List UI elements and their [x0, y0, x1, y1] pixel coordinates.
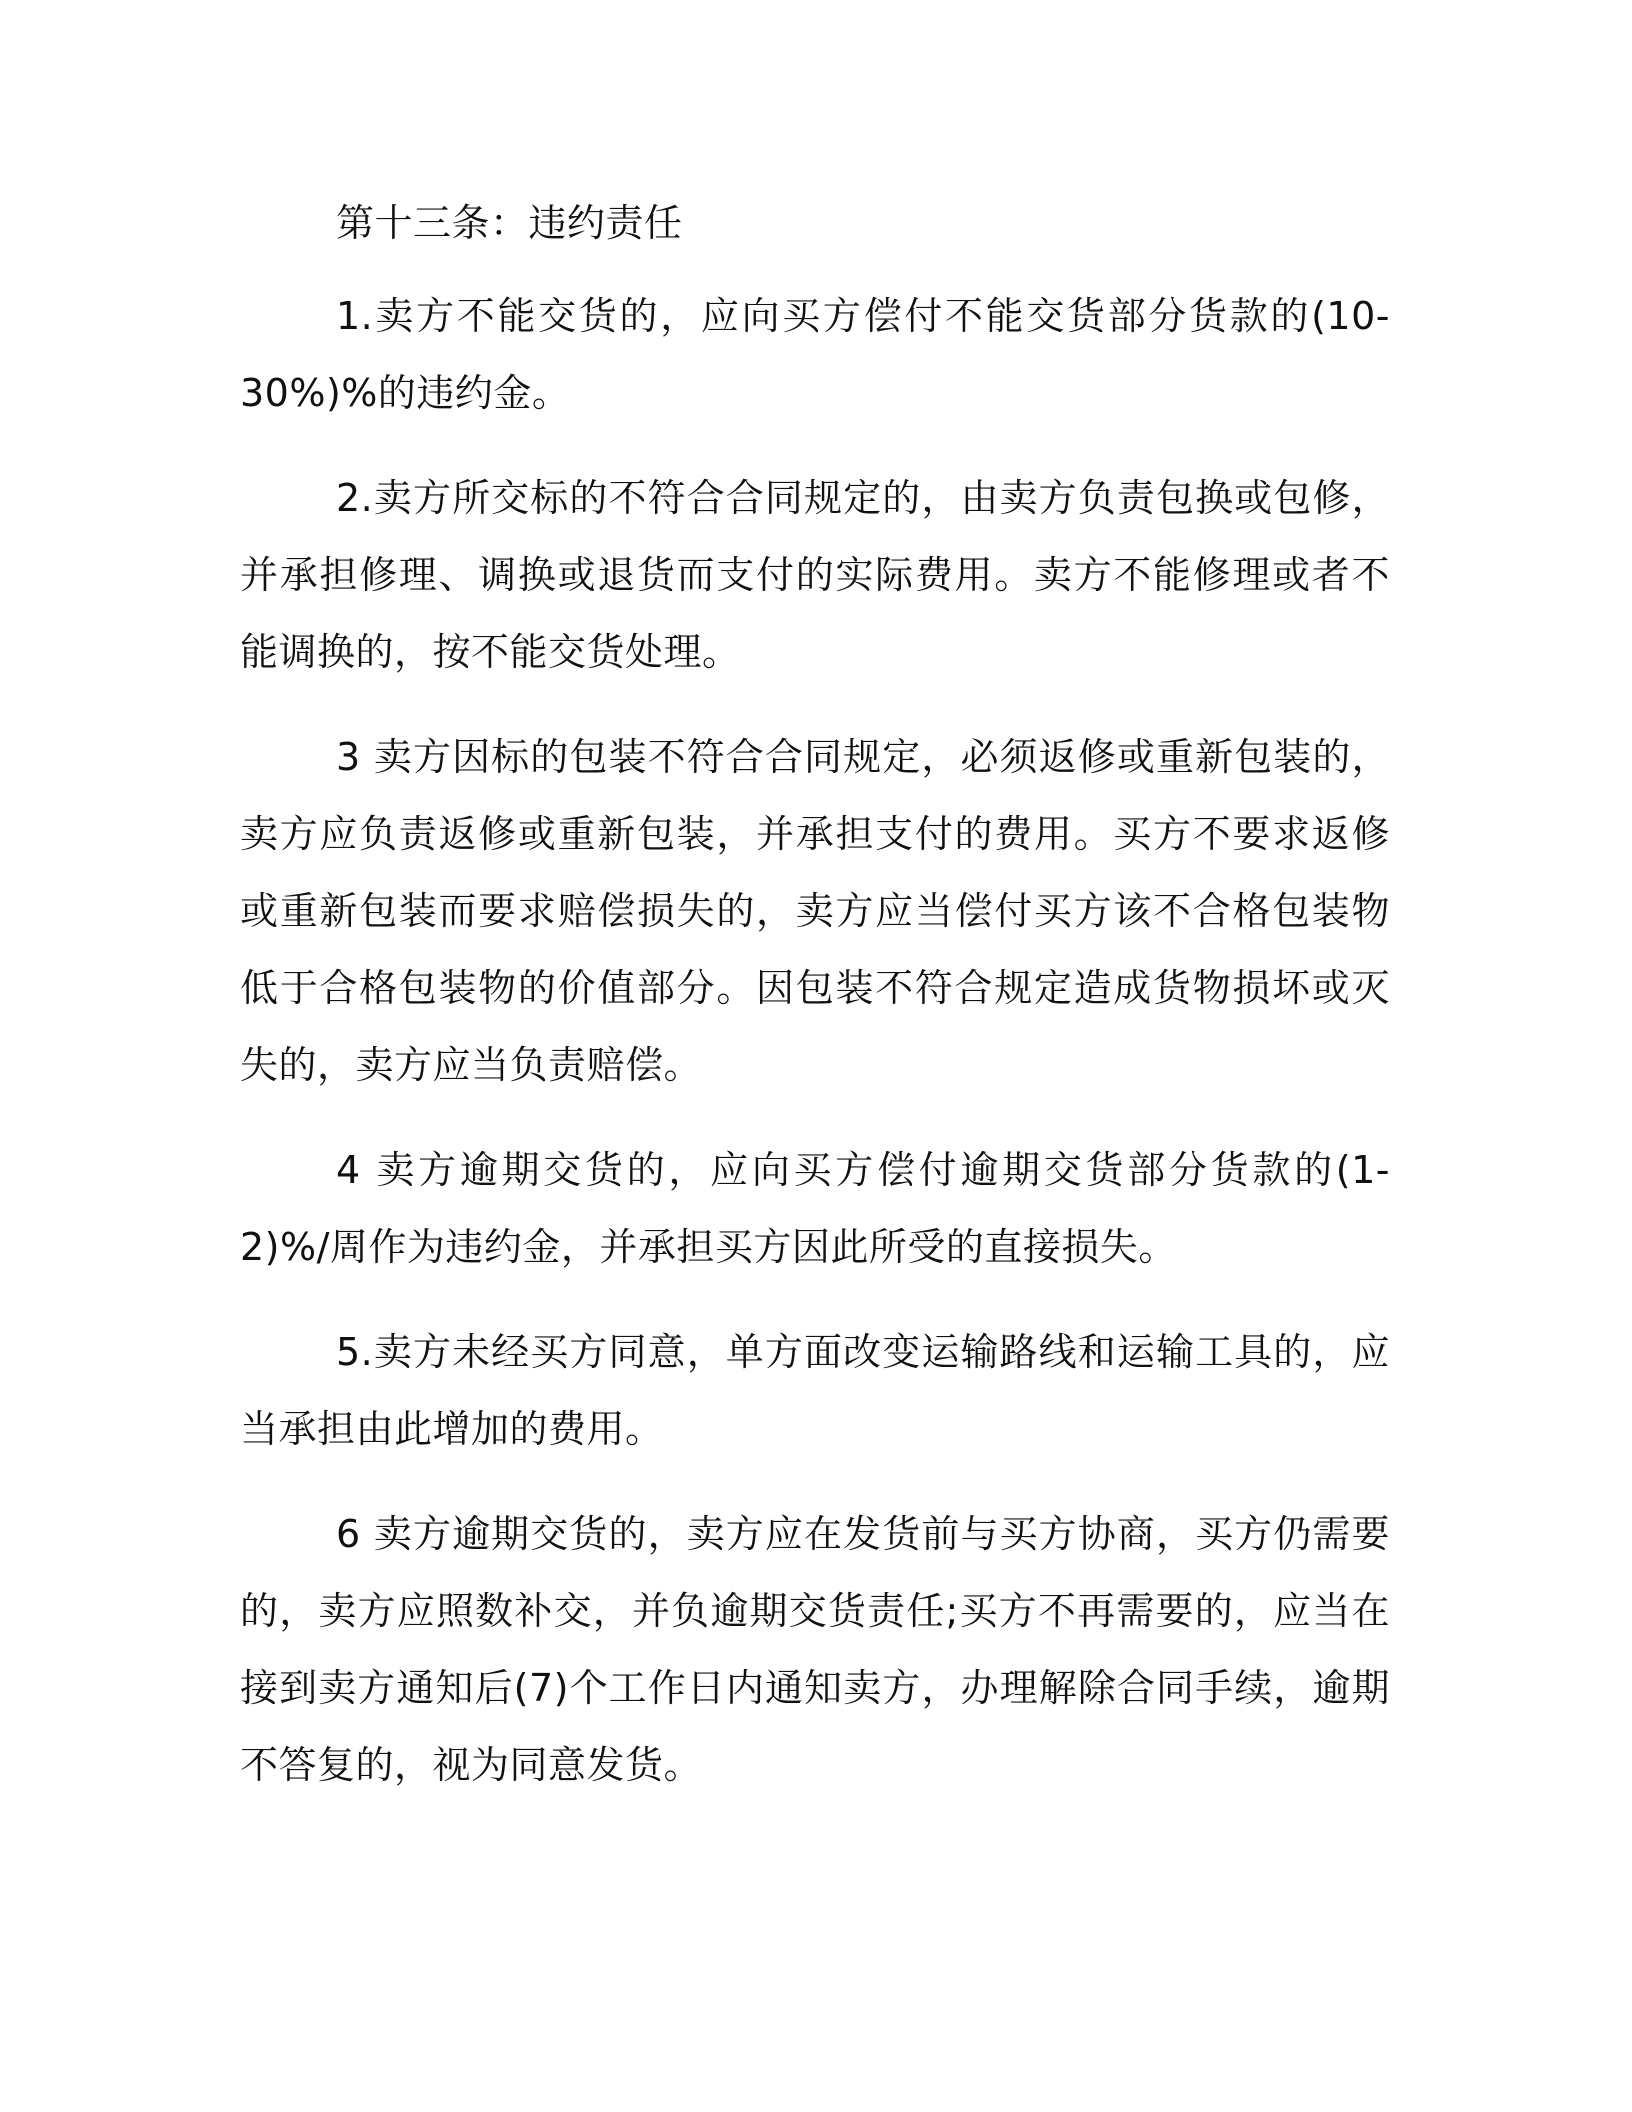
- clause-4: 4 卖方逾期交货的，应向买方偿付逾期交货部分货款的(1-2)%/周作为违约金，并承担买方因此所受的直接损失。: [240, 1148, 1390, 1269]
- clause-2: 2.卖方所交标的不符合合同规定的，由卖方负责包换或包修，并承担修理、调换或退货而支付的实际费用。卖方不能修理或者不能调换的，按不能交货处理。: [240, 476, 1390, 674]
- document-body: [240, 185, 1390, 1832]
- clause-6: 6 卖方逾期交货的，卖方应在发货前与买方协商，买方仍需要的，卖方应照数补交，并负逾期交货责任;买方不再需要的，应当在接到卖方通知后(7)个工作日内通知卖方，办理解除合同手续，逾期不答复的，视为同意发货。: [240, 1512, 1390, 1787]
- clause-1: 1.卖方不能交货的，应向买方偿付不能交货部分货款的(10-30%)%的违约金。: [240, 294, 1390, 415]
- article-heading: 第十三条：违约责任: [336, 201, 683, 245]
- clause-3: 3 卖方因标的包装不符合合同规定，必须返修或重新包装的，卖方应负责返修或重新包装，并承担支付的费用。买方不要求返修或重新包装而要求赔偿损失的，卖方应当偿付买方该不合格包装物低于合格包装物的价值部分。因包装不符合规定造成货物损坏或灭失的，卖方应当负责赔偿。: [240, 735, 1390, 1087]
- clause-5: 5.卖方未经买方同意，单方面改变运输路线和运输工具的，应当承担由此增加的费用。: [240, 1330, 1390, 1451]
